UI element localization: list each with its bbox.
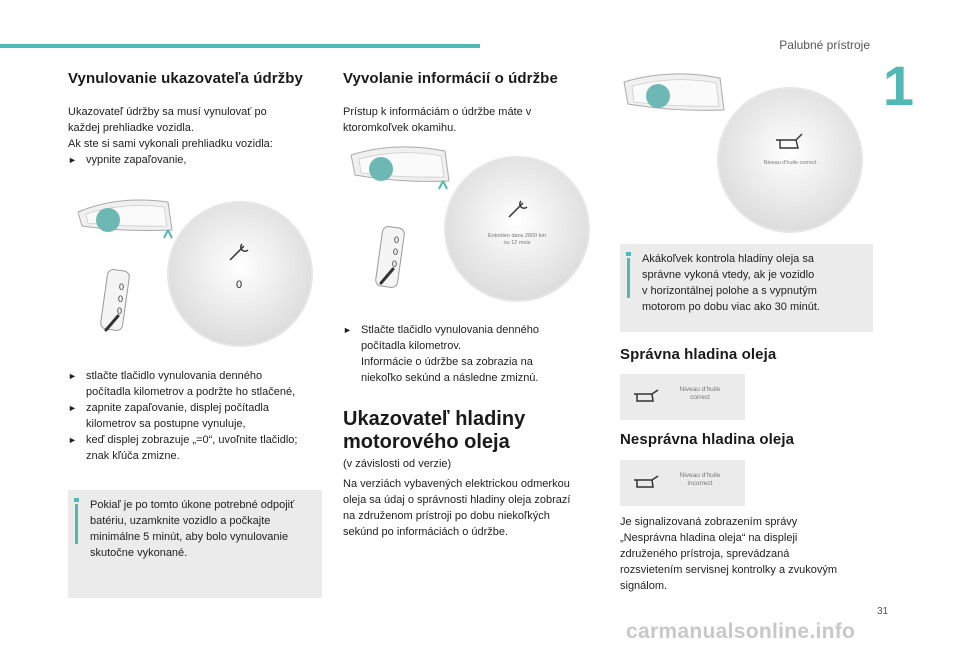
reset-button-highlight — [369, 157, 393, 181]
col2-title: Vyvolanie informácií o údržbe — [343, 70, 558, 87]
control-housing-inner — [632, 80, 719, 107]
trip-counter-frame — [100, 269, 130, 331]
display-line-1: Entretien dans 2800 km — [487, 233, 547, 239]
step-item: ► keď displej zobrazuje „=0“, uvoľnite tlačidlo; znak kľúča zmizne. — [68, 434, 298, 462]
gauge-dial — [445, 157, 589, 301]
col1-bullet-ignition-off: ► vypnite zapaľovanie, — [68, 154, 187, 166]
bullet-marker-icon: ► — [343, 325, 352, 335]
correct-level-display: Niveau d'huile correct — [620, 374, 745, 420]
col1-info-box: Pokiaľ je po tomto úkone potrebné odpojiť batériu, uzamknite vozidlo a počkajte minimálne 5 minút, aby bolo vynulovanie skutočne vykonané. — [68, 490, 322, 598]
page-number: 31 — [877, 606, 889, 617]
col3-info-box: Akákoľvek kontrola hladiny oleja sa správne vykoná vtedy, ak je vozidlo v horizontálnej polohe a s vypnutým motorom po dobu viac ako 30 minút. — [620, 244, 873, 332]
display-value: 0 — [236, 279, 243, 291]
section-title: Palubné prístroje — [779, 38, 870, 52]
bullet-marker-icon: ► — [68, 371, 77, 381]
oil-illustration — [620, 70, 870, 240]
col2-paragraph: Na verziách vybavených elektrickou odmerkou oleja sa údaj o správnosti hladiny oleja zobrazí na združenom prístroji po dobu niekoľkých sekúnd po informáciách o údržbe. — [343, 478, 571, 538]
trip-counter-frame — [375, 226, 405, 288]
col2-intro: Prístup k informáciám o údržbe máte v ktoromkoľvek okamihu. — [343, 106, 532, 134]
pointer-arrow-icon — [164, 230, 172, 238]
info-icon-bar — [627, 258, 630, 298]
reset-button-highlight — [646, 84, 670, 108]
gauge-dial — [168, 202, 312, 346]
trip-digit-2: 0 — [118, 294, 124, 304]
oil-can-icon — [632, 388, 662, 406]
info-icon-bar — [75, 504, 78, 544]
header-accent-bar — [0, 44, 480, 48]
bullet-marker-icon: ► — [68, 435, 77, 445]
watermark: carmanualsonline.info — [626, 620, 856, 643]
incorrect-level-title: Nesprávna hladina oleja — [620, 431, 795, 448]
reset-button-highlight — [96, 208, 120, 232]
pointer-arrow-icon — [439, 181, 447, 189]
display-text: Niveau d'huile correct — [763, 160, 817, 166]
trip-digit-1: 0 — [119, 282, 125, 292]
col1-steps — [68, 368, 330, 464]
col3-paragraph: Je signalizovaná zobrazením správy „Nesprávna hladina oleja“ na displeji združeného prístroja, sprevádzaná rozsvietením servisnej kontrolky a zvukovým signálom. — [620, 516, 838, 592]
col1-title: Vynulovanie ukazovateľa údržby — [68, 70, 303, 87]
info-icon — [74, 498, 79, 502]
correct-level-title: Správna hladina oleja — [620, 346, 777, 363]
chapter-number: 1 — [882, 54, 914, 117]
step-item: ► zapnite zapaľovanie, displej počítadla kilometrov sa postupne vynuluje, — [68, 402, 269, 430]
bullet-marker-icon: ► — [68, 155, 77, 165]
incorrect-level-display: Niveau d'huile incorrect — [620, 460, 745, 506]
info-illustration — [345, 145, 595, 305]
version-note: (v závislosti od verzie) — [343, 458, 452, 470]
step-item: ► stlačte tlačidlo vynulovania denného počítadla kilometrov a podržte ho stlačené, — [68, 370, 296, 398]
trip-digit-3: 0 — [392, 259, 398, 269]
trip-digit-3: 0 — [117, 306, 123, 316]
reset-illustration — [68, 190, 330, 350]
col1-intro: Ukazovateľ údržby sa musí vynulovať po každej prehliadke vozidla. Ak ste si sami vykonali prehliadku vozidla: ► vypnite zapaľovanie, — [68, 104, 328, 168]
bullet-marker-icon: ► — [68, 403, 77, 413]
trip-digit-2: 0 — [393, 247, 399, 257]
info-icon — [626, 252, 631, 256]
display-line-2: ou 12 mois — [503, 240, 531, 246]
oil-level-heading: Ukazovateľ hladiny motorového oleja — [343, 408, 526, 453]
trip-digit-1: 0 — [394, 235, 400, 245]
oil-can-icon — [632, 474, 662, 492]
col2-step: ► Stlačte tlačidlo vynulovania denného počítadla kilometrov. Informácie o údržbe sa zobrazia na niekoľko sekúnd a následne zmiznú. — [343, 324, 539, 384]
